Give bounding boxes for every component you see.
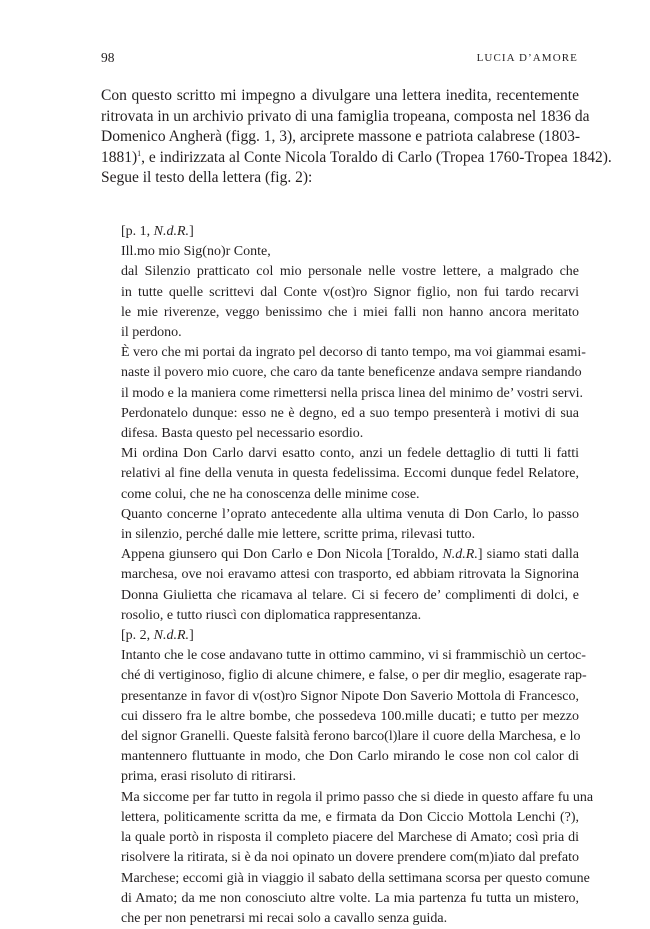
letter-line: Perdonatelo dunque: esso ne è degno, ed a suo tempo presenterà i motivi di sua [121,405,579,421]
letter-line: marchesa, ove noi eravamo attesi con trasporto, ed abbiam ritrovata la Signorina [121,567,579,583]
intro-line: Domenico Angherà (figg. 1, 3), arciprete massone e patriota calabrese (1803- [101,128,581,146]
page-marker-2 [121,626,579,646]
letter-line: È vero che mi portai da ingrato pel decorso di tanto tempo, ma voi giammai esami- [121,345,586,361]
letter-line: rosolio, e tutto riuscì con diplomatica rappresentanza. [121,607,422,623]
letter-line: mantennero fluttuante in modo, che Don Carlo mirando le cose non col calor di [121,749,579,765]
intro-line-part: , e indirizzata al Conte Nicola Toraldo di Carlo (Tropea 1760-Tropea 1842). [141,148,612,166]
letter-transcription [121,222,594,929]
letter-paragraph [121,444,579,505]
salutation: Ill.mo mio Sig(no)r Conte, [121,244,271,260]
letter-line: le mie riverenze, veggo benissimo che i miei falli non hanno ancora meritato [121,304,579,320]
line-part: ] siamo stati dalla [477,547,579,563]
letter-line: in tutte quelle scrittevi dal Conte v(ost)ro Signor figlio, non fui tardo recarvi [121,284,579,300]
letter-line: presentanze in favor di v(ost)ro Signor Nipote Don Saverio Mottola di Francesco, [121,688,580,704]
letter-line: dal Silenzio pratticato col mio personale nelle vostre lettere, a malgrado che [121,264,579,280]
letter-line: Donna Giulietta che ricamava al telare. Ci si fecero de’ complimenti di dolci, e [121,587,579,603]
letter-line: Ma siccome per far tutto in regola il primo passo che si diede in questo affare fu una [121,789,594,805]
letter-line: naste il povero mio cuore, che caro da tante beneficenze andava sempre riandando [121,365,582,381]
intro-line: Segue il testo della lettera (fig. 2): [101,169,313,187]
letter-line: il perdono. [121,325,182,341]
intro-line: ritrovata in un archivio privato di una famiglia tropeana, composta nel 1836 da [101,107,590,125]
letter-line: Marchese; eccomi già in viaggio il sabato della settimana scorsa per questo comune [121,870,590,886]
marker-text: [p. 1, [121,224,154,239]
letter-line [121,545,579,565]
marker-text: ] [189,224,194,239]
marker-italic: N.d.R. [153,224,190,239]
letter-line: del signor Granelli. Queste falsità ferono barco(l)lare il cuore della Marchesa, e lo [121,729,581,745]
line-part: Appena giunsero qui Don Carlo e Don Nicola [Toraldo, [121,547,443,563]
page-number: 98 [101,50,115,65]
letter-line: come colui, che ne ha conoscenza delle minime cose. [121,486,420,502]
letter-line: cui dissero fra le altre bombe, che possedeva 100.mille ducati; e tutto per mezzo [121,708,579,724]
intro-line [101,148,612,169]
letter-paragraph [121,788,594,929]
letter-paragraph [121,343,586,444]
marker-text: ] [189,628,194,644]
letter-paragraph [121,545,579,626]
letter-line: risolvere la ritirata, si è da noi opinato un dovere prendere com(m)iato dal prefato [121,850,579,866]
marker-text: [p. 2, [121,628,154,644]
intro-paragraph [101,86,612,189]
intro-line: Con questo scritto mi impegno a divulgare una lettera inedita, recentemente [101,87,579,104]
letter-line: in silenzio, perché dalle mie lettere, scritte prima, rilevasi tutto. [121,527,476,543]
letter-line: Intanto che le cose andavano tutte in ottimo cammino, vi si frammischiò un certoc- [121,648,586,664]
letter-line: relativi al fine della venuta in questa fedelissima. Eccomi dunque fedel Relatore, [121,466,579,482]
letter-line: il modo e la maniera come rimettersi nella prisca linea del minimo de’ vostri servi. [121,385,583,401]
intro-line-part: 1881) [101,148,138,166]
letter-line: Quanto concerne l’oprato antecedente alla ultima venuta di Don Carlo, lo passo [121,506,579,522]
letter-paragraph [121,262,579,343]
letter-line: lettera, politicamente scritta da me, e firmata da Don Ciccio Mottola Lenchi (?), [121,809,579,825]
letter-paragraph [121,646,587,787]
line-part-italic: N.d.R. [442,547,478,563]
letter-line: Mi ordina Don Carlo darvi esatto conto, anzi un fedele dettaglio di tutti li fatti [121,446,579,462]
letter-line: ché di vertiginoso, figlio di alcune chimere, e false, o per dir meglio, esagerate rap- [121,668,587,684]
letter-line: che per non penetrarsi mi recai solo a cavallo senza guida. [121,910,448,926]
letter-paragraph [121,505,579,545]
running-title: LUCIA D’AMORE [476,52,578,64]
marker-italic: N.d.R. [153,628,190,644]
letter-line: la quale portò in risposta il completo piacere del Marchese di Amato; così pria di [121,830,579,846]
footnote-marker: 1 [137,148,142,158]
page-marker-1 [121,222,579,242]
letter-line: di Amato; da me non conosciuto altre volte. La mia partenza fu tutta un mistero, [121,890,579,906]
letter-line: prima, erasi risoluto di ritirarsi. [121,769,296,785]
letter-line: difesa. Basta questo pel necessario esordio. [121,426,364,442]
